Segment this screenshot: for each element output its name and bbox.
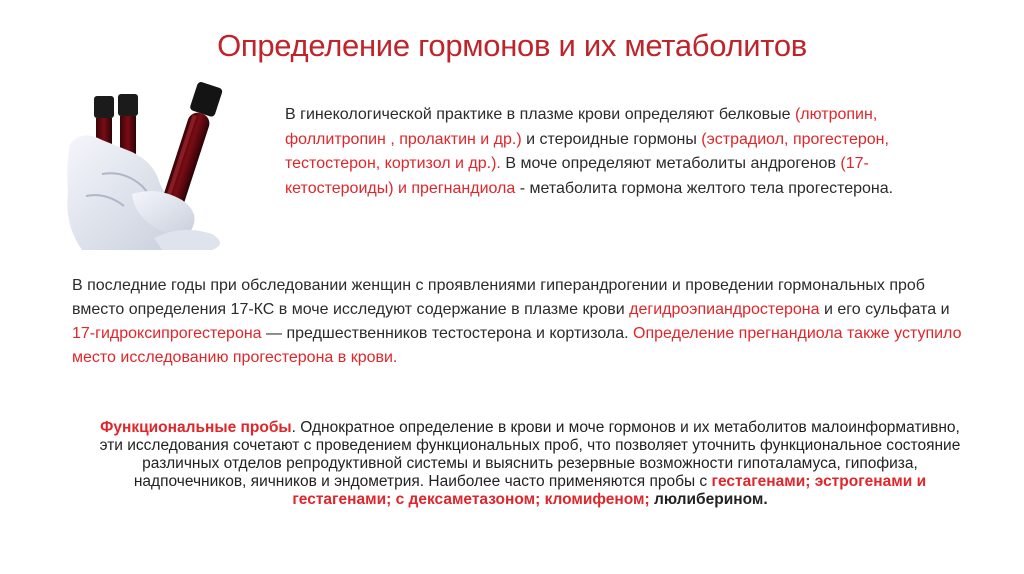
p3-test-list: гестагенами; эстрогенами и гестагенами; с дексаметазоном; кломифеном;	[292, 473, 927, 508]
p2-dhea: дегидроэпиандростерона	[629, 301, 820, 318]
p2-pregnanediol-note: Определение прегнандиола также уступило место исследованию прогестерона в крови.	[72, 325, 962, 366]
p1-steroid-hormones: (эстрадиол, прогестерон, тестостерон, кортизол и др.).	[285, 130, 889, 172]
p3-heading: Функциональные пробы	[100, 419, 292, 436]
p3-text-1: . Однократное определение в крови и моче гормонов и их метаболитов малоинформативно, эти исследования сочетают с проведением функциональных проб, что позволяет уточнить функциональное состояние различных отделов репродуктивной системы и выяснить резервные возможности гипоталамуса, гипофиза, надпочечников, яичников и эндометрия. Наиболее часто применяются пробы с	[99, 419, 961, 490]
paragraph-hyperandrogenism	[72, 274, 972, 370]
slide-title: Определение гормонов и их метаболитов	[217, 28, 807, 63]
p2-text-3: — предшественников тестостерона и кортизола.	[261, 325, 634, 342]
p1-metabolites: (17-кетостероиды) и прегнандиола	[285, 155, 869, 197]
p1-protein-hormones: (лютропин, фоллитропин , пролактин и др.)	[285, 106, 878, 148]
test-tubes-icon	[62, 74, 238, 250]
paragraph-hormones	[285, 103, 925, 201]
p2-text-2: и его сульфата и	[819, 301, 950, 318]
p1-text-3: В моче определяют метаболиты андрогенов	[500, 155, 841, 172]
p2-text-1: В последние годы при обследовании женщин с проявлениями гиперандрогении и проведении гормональных проб вместо определения 17-КС в моче исследуют содержание в плазме крови	[72, 277, 925, 318]
paragraph-functional-tests	[90, 419, 970, 509]
p1-text-1: В гинекологической практике в плазме крови определяют белковые	[285, 106, 795, 123]
p1-text-2: и стероидные гормоны	[521, 130, 702, 148]
p2-17-ohp: 17-гидроксипрогестерона	[72, 325, 262, 342]
p3-luliberin: люлиберином.	[653, 491, 768, 508]
blood-tubes-photo	[62, 74, 238, 250]
p1-text-4: - метаболита гормона желтого тела прогестерона.	[515, 179, 894, 197]
